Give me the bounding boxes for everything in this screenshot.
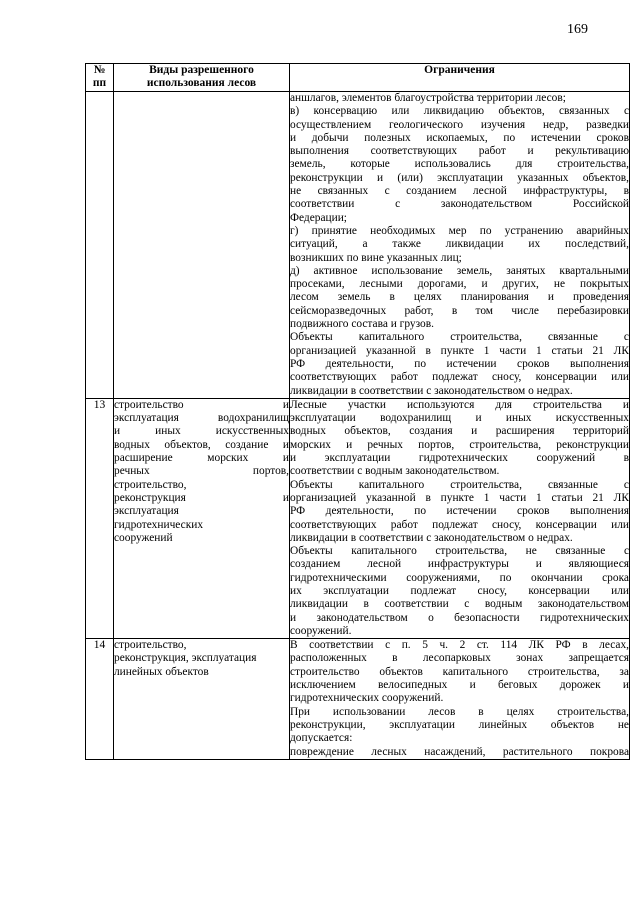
restriction-line: и эксплуатации гидротехнических сооружений в (290, 452, 629, 465)
restriction-line: повреждение лесных насаждений, растительного покрова (290, 745, 629, 758)
usage-kind-line: сооружений (114, 531, 173, 544)
usage-kind-line: расширение морских и (114, 452, 289, 465)
usage-kind-line: строительство, (114, 478, 187, 491)
usage-kind-line: эксплуатация водохранилищ (114, 412, 289, 425)
row-number: 13 (86, 398, 114, 638)
restriction-line: допускается: (290, 732, 353, 745)
restriction-line: в) консервацию или ликвидацию объектов, связанных с (290, 105, 629, 118)
row-number (86, 92, 114, 399)
restriction-line: организацией указанной в пункте 1 части 1 статьи 21 ЛК (290, 491, 629, 504)
restriction-line: гидротехническими сооружениями, по окончании срока (290, 571, 629, 584)
restriction-line: сейсморазведочных работ, в том числе перебазировки (290, 304, 629, 317)
header-number-line: пп (92, 77, 107, 89)
restriction-line: их эксплуатации подлежат сносу, консервации или (290, 584, 629, 597)
usage-kind-line: и иных искусственных (114, 425, 289, 438)
usage-kind-line: строительство, (114, 639, 187, 652)
usage-kind-line: водных объектов, создание и (114, 438, 289, 451)
header-kind (114, 64, 290, 92)
restriction-line: соответствии с водным законодательством. (290, 465, 500, 478)
restriction-line: ликвидации в соответствии с законодательством о недрах. (290, 384, 573, 397)
usage-kind-cell (114, 639, 290, 760)
table-row (86, 92, 630, 399)
restriction-line: Федерации; (290, 211, 347, 224)
restriction-line: РФ деятельности, по истечении сроков выполнения (290, 357, 629, 370)
page-number: 169 (567, 22, 588, 37)
restriction-line: и добычи полезных ископаемых, по истечении сроков (290, 131, 629, 144)
restriction-line: соответствующих работ подлежат сносу, консервации или (290, 371, 629, 384)
restriction-line: соответствии с законодательством Российской (290, 198, 629, 211)
usage-kind-cell (114, 92, 290, 399)
header-kind-line: использования лесов (146, 77, 257, 89)
header-number-line: № (93, 64, 106, 76)
restriction-line: Объекты капитального строительства, не связанные с (290, 545, 629, 558)
restriction-line: сооружений. (290, 624, 352, 637)
usage-kind-line: линейных объектов (114, 665, 209, 678)
usage-kind-line: гидротехнических (114, 518, 204, 531)
usage-kind-cell (114, 398, 290, 638)
restriction-line: д) активное использование земель, занятых квартальными (290, 264, 629, 277)
restriction-line: и законодательством о безопасности гидротехнических (290, 611, 629, 624)
restriction-line: Объекты капитального строительства, связанные с (290, 331, 629, 344)
usage-kind-line: реконструкция и (114, 491, 289, 504)
restriction-line: эксплуатации водохранилищ и иных искусственных (290, 412, 629, 425)
usage-kind-line: строительство и (114, 398, 289, 411)
restrictions-table (85, 63, 630, 760)
restriction-line: просеками, лесными дорогами, и других, не покрытых (290, 278, 629, 291)
restrictions-cell (290, 398, 630, 638)
restriction-line: гидротехнических сооружений. (290, 692, 444, 705)
header-kind-line: Виды разрешенного (149, 64, 254, 76)
restriction-line: РФ деятельности, по истечении сроков выполнения (290, 505, 629, 518)
header-number (86, 64, 114, 92)
usage-kind-line: реконструкция, эксплуатация (114, 652, 257, 665)
restriction-line: Объекты капитального строительства, связанные с (290, 478, 629, 491)
row-number: 14 (86, 639, 114, 760)
restriction-line: строительство объектов капитального строительства, за (290, 665, 629, 678)
usage-kind-line: речных портов, (114, 465, 289, 478)
restriction-line: В соответствии с п. 5 ч. 2 ст. 114 ЛК РФ в лесах, (290, 639, 629, 652)
restriction-line: возникших по вине указанных лиц; (290, 251, 462, 264)
restriction-line: ликвидации в соответствии с водным законодательством (290, 598, 629, 611)
restriction-line: расположенных в лесопарковых зонах запрещается (290, 652, 629, 665)
table-row (86, 639, 630, 760)
restriction-line: земель, которые использовались для строительства, (290, 158, 629, 171)
restriction-line: организацией указанной в пункте 1 части 1 статьи 21 ЛК (290, 344, 629, 357)
restriction-line: лесом земель в целях планирования и проведения (290, 291, 629, 304)
restriction-line: осуществлением геологического изучения недр, разведки (290, 118, 629, 131)
restriction-line: Лесные участки используются для строительства и (290, 398, 629, 411)
table-row (86, 398, 630, 638)
usage-kind-line: эксплуатация (114, 505, 179, 518)
restriction-line: ликвидации в соответствии с законодательством о недрах. (290, 531, 573, 544)
restriction-line: реконструкции, эксплуатации линейных объектов не (290, 718, 629, 731)
restriction-line: подвижного состава и грузов. (290, 318, 434, 331)
restriction-line: г) принятие необходимых мер по устранению аварийных (290, 224, 629, 237)
restriction-line: созданием лесной инфраструктуры и являющиеся (290, 558, 629, 571)
table-header-row (86, 64, 630, 92)
restriction-line: выполнения соответствующих работ и рекультивацию (290, 145, 629, 158)
restriction-line: исключением велосипедных и беговых дорожек и (290, 679, 629, 692)
restriction-line: водных объектов, создания и расширения территорий (290, 425, 629, 438)
restriction-line: ситуаций, а также ликвидации их последствий, (290, 238, 629, 251)
restriction-line: не связанных с созданием лесной инфраструктуры, в (290, 185, 629, 198)
restriction-line: соответствующих работ подлежат сносу, консервации или (290, 518, 629, 531)
restriction-line: При использовании лесов в целях строительства, (290, 705, 629, 718)
restriction-line: реконструкции и (или) эксплуатации указанных объектов, (290, 171, 629, 184)
restrictions-cell (290, 639, 630, 760)
header-restrictions: Ограничения (290, 64, 630, 92)
restrictions-cell (290, 92, 630, 399)
restriction-line: морских и речных портов, строительства, реконструкции (290, 438, 629, 451)
restriction-line: аншлагов, элементов благоустройства территории лесов; (290, 92, 566, 104)
